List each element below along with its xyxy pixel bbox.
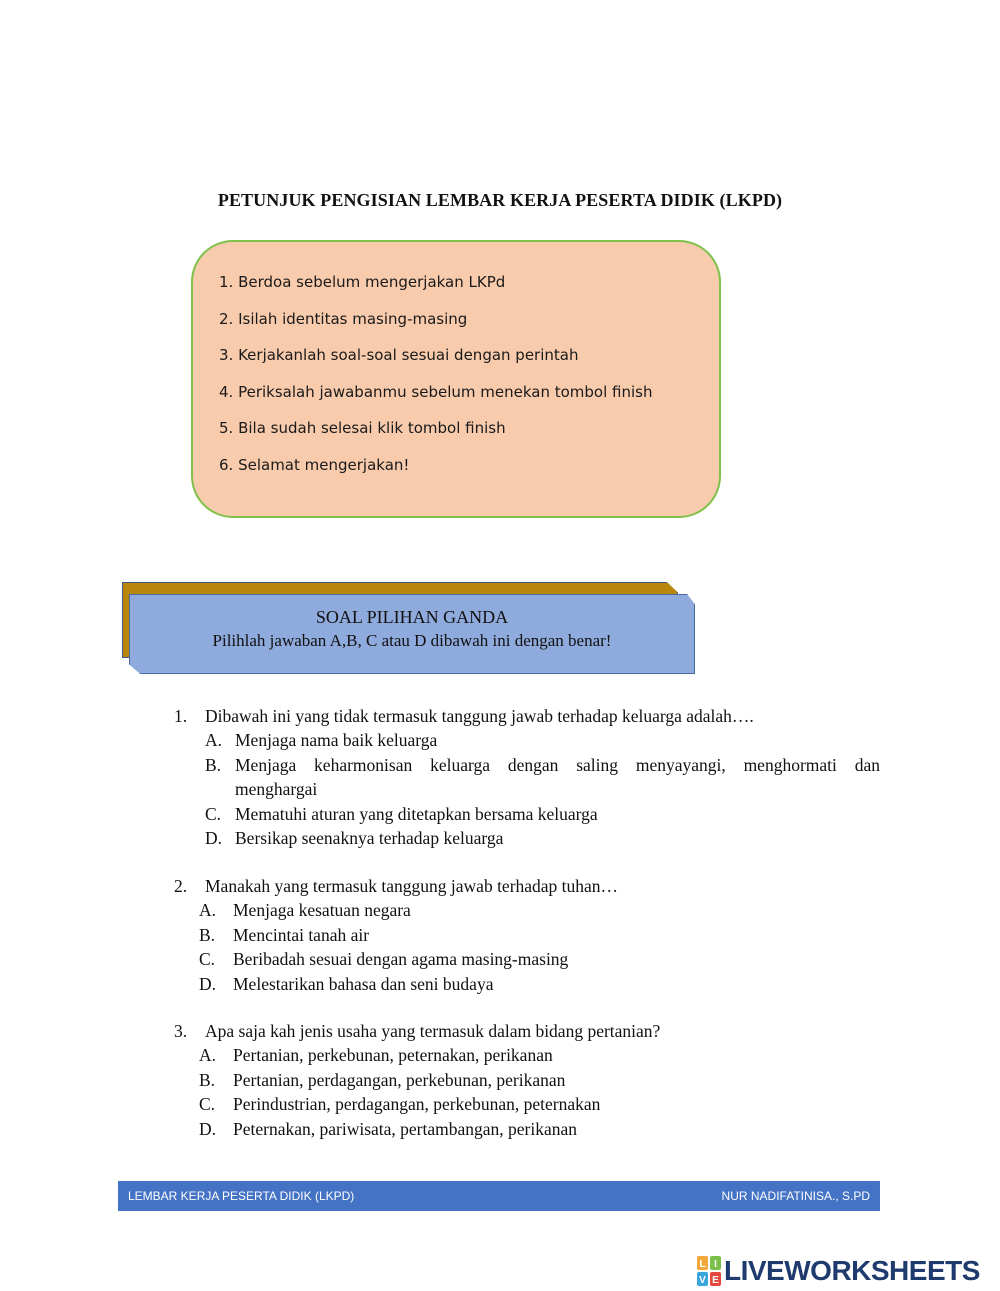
option-letter: B. (199, 1069, 216, 1090)
instruction-item: 5. Bila sudah selesai klik tombol finish (219, 419, 506, 438)
option-letter: D. (199, 973, 217, 994)
instruction-item: 6. Selamat mengerjakan! (219, 455, 410, 474)
instruction-item: 3. Kerjakanlah soal-soal sesuai dengan perintah (219, 346, 579, 365)
option-text: Mencintai tanah air (233, 924, 370, 945)
option-text: Mematuhi aturan yang ditetapkan bersama keluarga (235, 803, 598, 824)
option-letter: A. (199, 1045, 217, 1066)
answer-option[interactable] (174, 898, 880, 922)
instruction-item: 2. Isilah identitas masing-masing (219, 309, 468, 328)
logo-icon-letter-i: I (714, 1259, 717, 1270)
question-stem: Manakah yang termasuk tanggung jawab terhadap tuhan… (205, 876, 619, 896)
question-number: 2. (174, 876, 188, 896)
footer-left-text: LEMBAR KERJA PESERTA DIDIK (LKPD) (128, 1189, 355, 1203)
answer-option[interactable] (174, 1117, 880, 1141)
option-text-continued: menghargai (235, 779, 318, 800)
answer-option[interactable] (174, 826, 880, 850)
option-text-block (235, 753, 880, 802)
option-text: Menjaga keharmonisan keluarga dengan saling menyayangi, menghormati dan (235, 754, 880, 775)
answer-option[interactable] (174, 728, 880, 752)
footer-right-text: NUR NADIFATINISA., S.PD (721, 1189, 870, 1203)
question-number: 3. (174, 1021, 188, 1041)
option-letter: D. (205, 828, 223, 849)
option-letter: B. (205, 754, 222, 775)
option-letter: C. (199, 949, 216, 970)
answer-option[interactable] (174, 972, 880, 996)
answer-option[interactable] (174, 1092, 880, 1116)
instruction-item: 1. Berdoa sebelum mengerjakan LKPd (219, 273, 506, 291)
answer-option[interactable] (174, 1043, 880, 1067)
question-stem: Apa saja kah jenis usaha yang termasuk dalam bidang pertanian? (205, 1021, 661, 1041)
option-text: Peternakan, pariwisata, pertambangan, perikanan (233, 1118, 578, 1139)
option-letter: A. (205, 730, 223, 751)
option-text: Beribadah sesuai dengan agama masing-masing (233, 949, 569, 970)
option-text: Perindustrian, perdagangan, perkebunan, peternakan (233, 1094, 601, 1115)
option-text: Pertanian, perdagangan, perkebunan, perikanan (233, 1069, 566, 1090)
question-text (174, 874, 880, 898)
liveworksheets-logo-text: LIVEWORKSHEETS (724, 1255, 980, 1286)
question-2 (174, 874, 880, 996)
question-1 (174, 704, 880, 850)
question-text (174, 1019, 880, 1043)
liveworksheets-logo-icon (697, 1256, 721, 1286)
option-text: Melestarikan bahasa dan seni budaya (233, 973, 494, 994)
question-3 (174, 1019, 880, 1141)
answer-option[interactable] (174, 923, 880, 947)
liveworksheets-logo[interactable] (697, 1255, 980, 1287)
question-number: 1. (174, 706, 188, 726)
instructions-box (191, 240, 721, 518)
section-banner-text (129, 606, 695, 652)
question-text (174, 704, 880, 728)
option-text: Menjaga nama baik keluarga (235, 730, 438, 751)
logo-icon-letter-e: E (712, 1275, 719, 1286)
option-letter: C. (199, 1094, 216, 1115)
instructions-list (219, 272, 652, 492)
option-letter: D. (199, 1118, 217, 1139)
answer-option[interactable] (174, 947, 880, 971)
page-title: PETUNJUK PENGISIAN LEMBAR KERJA PESERTA DIDIK (LKPD) (217, 190, 783, 210)
option-letter: B. (199, 924, 216, 945)
option-letter: A. (199, 900, 217, 921)
logo-icon-letter-l: L (699, 1259, 706, 1270)
logo-icon-letter-v: V (699, 1275, 706, 1286)
question-stem: Dibawah ini yang tidak termasuk tanggung jawab terhadap keluarga adalah…. (205, 706, 754, 726)
option-letter: C. (205, 803, 222, 824)
section-title: SOAL PILIHAN GANDA (315, 607, 509, 627)
option-text: Bersikap seenaknya terhadap keluarga (235, 828, 504, 849)
answer-option[interactable] (174, 753, 880, 802)
section-subtitle: Pilihlah jawaban A,B, C atau D dibawah ini dengan benar! (212, 631, 612, 650)
instruction-item: 4. Periksalah jawabanmu sebelum menekan tombol finish (219, 382, 653, 401)
option-text: Menjaga kesatuan negara (233, 900, 411, 921)
answer-option[interactable] (174, 802, 880, 826)
option-text: Pertanian, perkebunan, peternakan, perikanan (233, 1045, 553, 1066)
answer-option[interactable] (174, 1068, 880, 1092)
footer-bar (118, 1181, 880, 1211)
